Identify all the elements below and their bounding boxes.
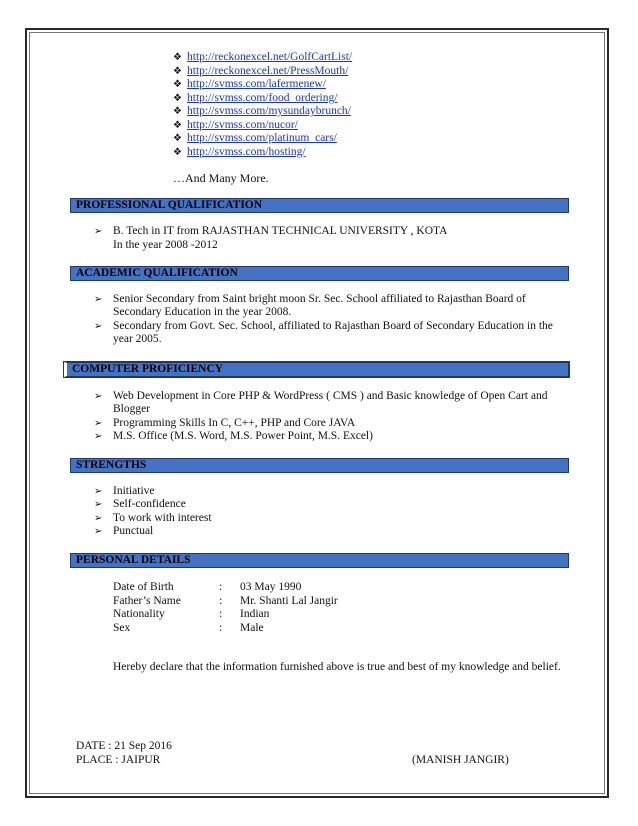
- section-header-personal: PERSONAL DETAILS: [70, 553, 569, 568]
- diamond-bullet-icon: ❖: [173, 52, 182, 63]
- list-item: [94, 525, 564, 538]
- detail-label: Father’s Name: [113, 594, 181, 607]
- professional-list: [94, 225, 564, 238]
- arrow-bullet-icon: ➢: [94, 430, 103, 442]
- section-header-strengths: STRENGTHS: [70, 458, 569, 473]
- arrow-bullet-icon: ➢: [94, 320, 103, 332]
- list-item-text: B. Tech in IT from RAJASTHAN TECHNICAL UNIVERSITY , KOTA: [113, 225, 448, 237]
- table-row: [113, 581, 338, 595]
- table-row: [113, 595, 338, 609]
- arrow-bullet-icon: ➢: [94, 486, 103, 497]
- arrow-bullet-icon: ➢: [94, 512, 103, 524]
- list-item-text: Punctual: [113, 524, 154, 537]
- detail-value: Indian: [240, 608, 270, 620]
- list-item-text: Initiative: [113, 485, 155, 497]
- diamond-bullet-icon: ❖: [173, 92, 182, 104]
- detail-value: Mr. Shanti Lal Jangir: [240, 594, 338, 607]
- list-item: [94, 430, 564, 443]
- arrow-bullet-icon: ➢: [94, 499, 103, 511]
- list-item-text: M.S. Office (M.S. Word, M.S. Power Point, M.S. Excel): [113, 429, 373, 442]
- list-item: [173, 146, 352, 160]
- computer-list: [94, 390, 564, 443]
- list-item: [94, 498, 564, 511]
- arrow-bullet-icon: ➢: [94, 417, 103, 429]
- list-item-text: Secondary from Govt. Sec. School, affiliated to Rajasthan Board of Secondary Education in the year 2005.: [113, 319, 553, 345]
- project-links-list: [173, 51, 352, 159]
- list-item: [173, 51, 352, 65]
- project-link[interactable]: http://svmss.com/hosting/: [187, 145, 306, 158]
- footer-signature-name: (MANISH JANGIR): [412, 754, 509, 766]
- detail-label: Sex: [113, 621, 131, 634]
- project-link[interactable]: http://svmss.com/nucor/: [187, 118, 298, 131]
- arrow-bullet-icon: ➢: [94, 226, 103, 237]
- footer-place: PLACE : JAIPUR: [76, 754, 161, 766]
- list-item: [173, 132, 352, 146]
- diamond-bullet-icon: ❖: [173, 146, 182, 158]
- project-link[interactable]: http://svmss.com/food_ordering/: [187, 91, 338, 104]
- arrow-bullet-icon: ➢: [94, 391, 103, 402]
- academic-list: [94, 293, 564, 346]
- list-item: [94, 485, 564, 498]
- detail-value: Male: [240, 621, 264, 634]
- list-item: [94, 417, 564, 430]
- section-header-professional: PROFESSIONAL QUALIFICATION: [70, 198, 569, 213]
- diamond-bullet-icon: ❖: [173, 65, 182, 77]
- list-item-text: To work with interest: [113, 511, 212, 524]
- strengths-list: [94, 485, 564, 538]
- table-row: [113, 608, 338, 622]
- list-item: [94, 390, 564, 417]
- footer-date: DATE : 21 Sep 2016: [76, 740, 172, 752]
- declaration-text: Hereby declare that the information furnished above is true and best of my knowledge and belief.: [113, 661, 561, 673]
- diamond-bullet-icon: ❖: [173, 79, 182, 90]
- list-item-text: Senior Secondary from Saint bright moon Sr. Sec. School affiliated to Rajasthan Board of Secondary Education in the year 2008.: [113, 293, 526, 319]
- detail-separator: :: [219, 608, 223, 620]
- detail-label: Nationality: [113, 608, 165, 620]
- list-item: [173, 119, 352, 133]
- list-item: [94, 512, 564, 525]
- detail-separator: :: [219, 581, 223, 593]
- diamond-bullet-icon: ❖: [173, 133, 182, 144]
- detail-separator: :: [219, 621, 223, 634]
- list-item-text: Web Development in Core PHP & WordPress ( CMS ) and Basic knowledge of Open Cart and Blogger: [113, 390, 548, 416]
- list-item: [173, 65, 352, 79]
- list-item: [94, 293, 564, 320]
- detail-separator: :: [219, 594, 223, 607]
- list-item-text: Self-confidence: [113, 498, 186, 511]
- detail-label: Date of Birth: [113, 581, 174, 593]
- list-item: [173, 105, 352, 119]
- list-item: [94, 225, 564, 238]
- list-item-text: Programming Skills In C, C++, PHP and Core JAVA: [113, 416, 356, 429]
- project-link[interactable]: http://svmss.com/mysundaybrunch/: [187, 105, 351, 117]
- section-header-academic: ACADEMIC QUALIFICATION: [70, 266, 569, 281]
- project-link[interactable]: http://reckonexcel.net/GolfCartList/: [187, 51, 353, 63]
- diamond-bullet-icon: ❖: [173, 119, 182, 131]
- arrow-bullet-icon: ➢: [94, 525, 103, 537]
- list-item: [173, 78, 352, 92]
- project-link[interactable]: http://reckonexcel.net/PressMouth/: [187, 64, 349, 77]
- diamond-bullet-icon: ❖: [173, 106, 182, 117]
- personal-details-table: [113, 581, 338, 635]
- list-item: [173, 92, 352, 106]
- detail-value: 03 May 1990: [240, 581, 302, 593]
- project-link[interactable]: http://svmss.com/lafermenew/: [187, 78, 326, 90]
- arrow-bullet-icon: ➢: [94, 294, 103, 305]
- and-many-more-text: …And Many More.: [173, 171, 269, 185]
- project-link[interactable]: http://svmss.com/platinum_cars/: [187, 132, 337, 144]
- list-item: [94, 320, 564, 347]
- professional-year: In the year 2008 -2012: [113, 239, 218, 251]
- table-row: [113, 622, 338, 636]
- section-header-computer: COMPUTER PROFICIENCY: [64, 362, 569, 377]
